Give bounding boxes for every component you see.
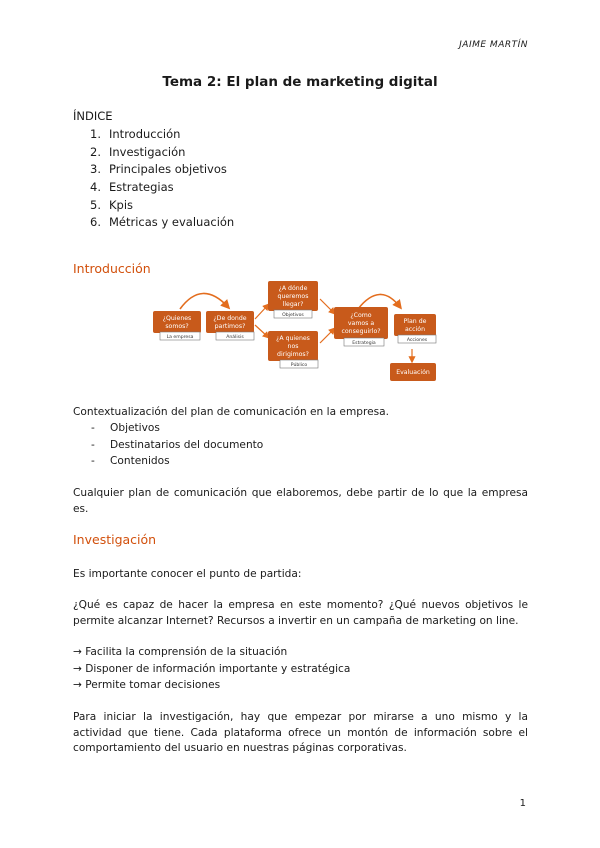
svg-text:acción: acción [404,326,426,333]
svg-text:¿Quienes: ¿Quienes [162,315,192,322]
toc-item: 5. Kpis [90,197,134,212]
investigacion-paragraph-2: ¿Qué es capaz de hacer la empresa en este momento? ¿Qué nuevos objetivos le permite alcanzar Internet? Recursos a invertir en un campaña de marketing on line. [73,599,528,627]
svg-text:¿Como: ¿Como [350,312,372,319]
connector-arrow [320,299,334,313]
diagram-box-plan-de-accion [394,314,436,343]
page-title: Tema 2: El plan de marketing digital [162,74,438,90]
toc-item: 6. Métricas y evaluación [90,215,235,230]
section-heading-investigacion: Investigación [73,532,157,547]
header-author: JAIME MARTÍN [459,40,528,50]
connector-arrow [255,305,268,319]
svg-text:nos: nos [287,343,299,350]
intro-bullet-list [91,420,263,470]
svg-text:Estrategia: Estrategia [352,341,376,346]
list-item: → Permite tomar decisiones [73,679,221,692]
svg-text:llegar?: llegar? [282,301,304,308]
svg-text:queremos: queremos [277,293,309,300]
list-item: - Contenidos [91,455,170,468]
section-heading-introduccion: Introducción [73,261,151,276]
svg-text:¿De donde: ¿De donde [213,315,247,322]
toc-item: 1. Introducción [90,127,181,141]
diagram-box-evaluacion [390,363,436,381]
svg-text:¿A quienes: ¿A quienes [276,335,310,342]
investigacion-paragraph-3: Para iniciar la investigación, hay que empezar por mirarse a uno mismo y la actividad que tiene. Cada plataforma ofrece un montón de información sobre el comportamiento del usuario en nuestras páginas corporativas. [73,711,528,754]
diagram-box-quienes-somos [153,311,201,340]
diagram-box-como-conseguirlo [334,307,388,346]
svg-text:vamos a: vamos a [347,320,375,327]
toc-item: 2. Investigación [90,144,186,159]
diagram-box-quienes-dirigimos [268,331,318,368]
list-item: - Destinatarios del documento [91,438,264,451]
list-item: - Objetivos [91,422,160,434]
svg-text:somos?: somos? [165,323,189,330]
table-of-contents [90,126,234,232]
list-item: → Facilita la comprensión de la situación [73,646,288,658]
svg-text:Público: Público [290,363,308,368]
svg-text:Análisis: Análisis [226,335,244,340]
arc-arrow [358,294,400,309]
investigacion-paragraph-1: Es importante conocer el punto de partida: [73,568,302,580]
index-label: ÍNDICE [73,109,113,123]
investigacion-arrow-list [73,644,350,694]
arc-arrow [180,293,228,309]
connector-arrow [320,329,334,343]
list-item: → Disponer de información importante y estratégica [73,662,351,675]
toc-item: 3. Principales objetivos [90,162,227,177]
svg-text:¿A dónde: ¿A dónde [278,285,308,292]
svg-text:partimos?: partimos? [214,323,246,330]
page-number: 1 [519,798,526,809]
svg-text:conseguirlo?: conseguirlo? [341,328,381,335]
svg-text:Plan de: Plan de [403,318,427,325]
toc-item: 4. Estrategias [90,180,174,195]
intro-paragraph-2: Cualquier plan de comunicación que elaboremos, debe partir de lo que la empresa es. [73,487,528,515]
svg-text:Objetivos: Objetivos [282,313,304,318]
svg-text:dirigimos?: dirigimos? [277,351,309,358]
connector-arrow [255,325,268,337]
diagram-box-donde-partimos [206,311,254,340]
planning-process-diagram [150,277,450,387]
svg-text:La empresa: La empresa [166,335,194,340]
diagram-box-donde-queremos-llegar [268,281,318,318]
intro-paragraph: Contextualización del plan de comunicación en la empresa. [73,406,390,418]
svg-text:Evaluación: Evaluación [396,369,430,376]
svg-text:Acciones: Acciones [406,338,428,343]
